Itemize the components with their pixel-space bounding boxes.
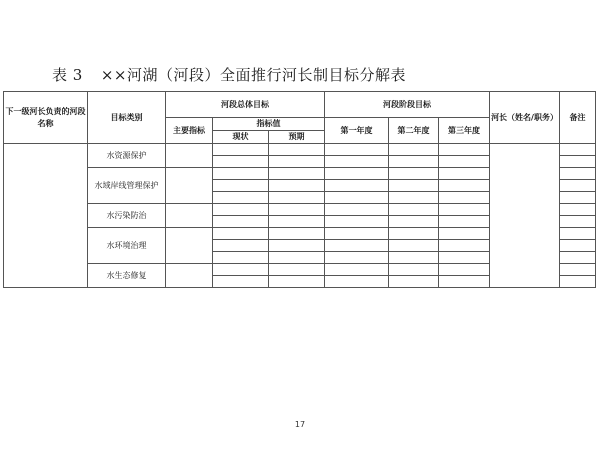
year2-cell [389, 276, 439, 288]
year2-cell [389, 252, 439, 264]
remarks-cell [560, 240, 596, 252]
remarks-cell [560, 144, 596, 156]
current-cell [213, 168, 269, 180]
year3-cell [439, 192, 490, 204]
table-number: 表 3 [52, 66, 83, 84]
year3-cell [439, 156, 490, 168]
expected-cell [269, 240, 325, 252]
table-title [52, 64, 406, 85]
year3-cell [439, 264, 490, 276]
current-cell [213, 228, 269, 240]
header-river-chief: 河长（姓名/职务） [490, 92, 560, 144]
header-year-2: 第二年度 [389, 118, 439, 144]
expected-cell [269, 204, 325, 216]
header-overall-target: 河段总体目标 [166, 92, 325, 118]
year2-cell [389, 192, 439, 204]
year1-cell [325, 144, 389, 156]
expected-cell [269, 156, 325, 168]
expected-cell [269, 264, 325, 276]
year2-cell [389, 168, 439, 180]
remarks-cell [560, 216, 596, 228]
year1-cell [325, 204, 389, 216]
current-cell [213, 192, 269, 204]
year2-cell [389, 180, 439, 192]
river-chief-cell [490, 144, 560, 288]
year2-cell [389, 156, 439, 168]
header-stage-target: 河段阶段目标 [325, 92, 490, 118]
target-decomposition-table [3, 91, 596, 288]
year3-cell [439, 216, 490, 228]
year1-cell [325, 252, 389, 264]
year3-cell [439, 144, 490, 156]
header-lower-river-chief: 下一级河长负责的河段名称 [4, 92, 88, 144]
year1-cell [325, 156, 389, 168]
current-cell [213, 156, 269, 168]
current-cell [213, 216, 269, 228]
year1-cell [325, 240, 389, 252]
year1-cell [325, 276, 389, 288]
expected-cell [269, 216, 325, 228]
remarks-cell [560, 252, 596, 264]
year1-cell [325, 216, 389, 228]
current-cell [213, 276, 269, 288]
year1-cell [325, 168, 389, 180]
year3-cell [439, 180, 490, 192]
current-cell [213, 252, 269, 264]
header-indicator-value: 指标值 [213, 118, 325, 131]
category-cell: 水域岸线管理保护 [88, 168, 166, 204]
remarks-cell [560, 156, 596, 168]
main-indicator-cell [166, 144, 213, 168]
category-cell: 水环境治理 [88, 228, 166, 264]
year3-cell [439, 168, 490, 180]
header-target-category: 目标类别 [88, 92, 166, 144]
year2-cell [389, 144, 439, 156]
header-main-indicator: 主要指标 [166, 118, 213, 144]
remarks-cell [560, 264, 596, 276]
header-year-3: 第三年度 [439, 118, 490, 144]
header-year-1: 第一年度 [325, 118, 389, 144]
expected-cell [269, 252, 325, 264]
year1-cell [325, 180, 389, 192]
main-indicator-cell [166, 264, 213, 288]
header-row-1 [4, 92, 596, 118]
year2-cell [389, 228, 439, 240]
year2-cell [389, 264, 439, 276]
main-indicator-cell [166, 204, 213, 228]
remarks-cell [560, 276, 596, 288]
main-indicator-cell [166, 228, 213, 264]
remarks-cell [560, 168, 596, 180]
year2-cell [389, 240, 439, 252]
main-indicator-cell [166, 168, 213, 204]
table-title-text: ××河湖（河段）全面推行河长制目标分解表 [100, 66, 406, 84]
expected-cell [269, 192, 325, 204]
remarks-cell [560, 192, 596, 204]
header-current: 现状 [213, 131, 269, 144]
year3-cell [439, 276, 490, 288]
remarks-cell [560, 228, 596, 240]
category-cell: 水生态修复 [88, 264, 166, 288]
page-number: 17 [294, 420, 306, 429]
header-remarks: 备注 [560, 92, 596, 144]
year3-cell [439, 252, 490, 264]
header-expected: 预期 [269, 131, 325, 144]
remarks-cell [560, 180, 596, 192]
expected-cell [269, 276, 325, 288]
category-cell: 水污染防治 [88, 204, 166, 228]
table-row [4, 144, 596, 156]
year3-cell [439, 240, 490, 252]
category-cell: 水资源保护 [88, 144, 166, 168]
current-cell [213, 144, 269, 156]
expected-cell [269, 144, 325, 156]
year1-cell [325, 264, 389, 276]
expected-cell [269, 228, 325, 240]
lower-river-chief-cell [4, 144, 88, 288]
expected-cell [269, 168, 325, 180]
expected-cell [269, 180, 325, 192]
year1-cell [325, 192, 389, 204]
current-cell [213, 180, 269, 192]
year3-cell [439, 228, 490, 240]
year1-cell [325, 228, 389, 240]
current-cell [213, 204, 269, 216]
year2-cell [389, 216, 439, 228]
current-cell [213, 240, 269, 252]
year2-cell [389, 204, 439, 216]
current-cell [213, 264, 269, 276]
remarks-cell [560, 204, 596, 216]
year3-cell [439, 204, 490, 216]
